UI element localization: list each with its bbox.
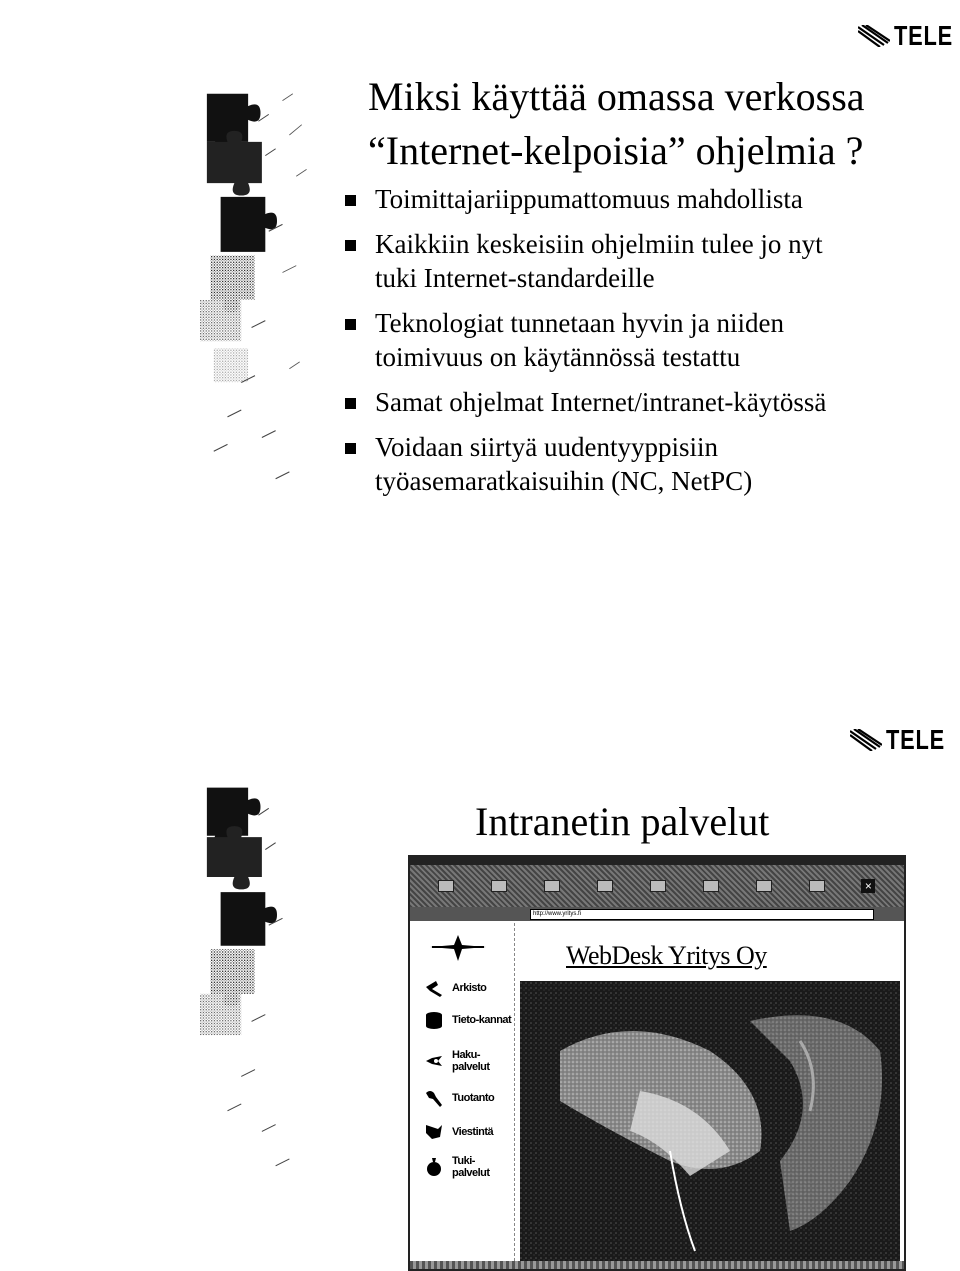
nav-item-viestinta[interactable] — [424, 1123, 493, 1141]
slide-title — [368, 70, 865, 178]
bullet-text: Teknologiat tunnetaan hyvin ja niiden — [375, 308, 785, 338]
side-nav — [410, 923, 515, 1261]
nav-item-arkisto[interactable] — [424, 979, 486, 997]
nav-item-label: Arkisto — [452, 982, 487, 994]
tele-logo-text: TELE — [886, 724, 945, 755]
support-icon — [424, 1158, 444, 1176]
toolbar-button[interactable] — [756, 880, 772, 892]
bullet-text: Toimittajariippumattomuus mahdollista — [375, 184, 803, 214]
nav-item-label: Tuki-palvelut — [452, 1155, 490, 1179]
toolbar-button[interactable] — [597, 880, 613, 892]
hero-photo — [520, 981, 900, 1261]
search-hand-icon — [424, 1052, 444, 1070]
browser-statusbar — [410, 1261, 904, 1269]
bullet-item — [345, 306, 826, 374]
tele-swoosh-icon — [850, 729, 882, 751]
url-field[interactable]: http://www.yritys.fi — [530, 909, 874, 920]
bullet-text-cont: toimivuus on käytännössä testattu — [375, 342, 741, 372]
bullet-item — [345, 430, 826, 498]
slide-title-line2: “Internet-kelpoisia” ohjelmia ? — [368, 128, 864, 173]
company-heading: WebDesk Yritys Oy — [566, 941, 767, 970]
toolbar-button[interactable] — [703, 880, 719, 892]
toolbar-button[interactable] — [491, 880, 507, 892]
toolbar-button[interactable] — [650, 880, 666, 892]
browser-toolbar — [410, 865, 904, 907]
toolbar-button[interactable] — [438, 880, 454, 892]
bullet-text-cont: työasemaratkaisuihin (NC, NetPC) — [375, 466, 753, 496]
bullet-text: Voidaan siirtyä uudentyyppisiin — [375, 432, 718, 462]
tele-logo-text: TELE — [894, 20, 953, 51]
message-icon — [424, 1123, 444, 1141]
slide-title-line1: Miksi käyttää omassa verkossa — [368, 74, 865, 119]
toolbar-button[interactable] — [809, 880, 825, 892]
slide-intranet-services — [0, 690, 960, 1271]
browser-titlebar — [410, 857, 904, 865]
content-area — [520, 923, 898, 1261]
browser-urlbar — [410, 907, 904, 921]
nav-item-tuotanto[interactable] — [424, 1089, 494, 1107]
bullet-text: Samat ohjelmat Internet/intranet-käytössä — [375, 387, 827, 417]
tele-logo — [858, 20, 960, 52]
browser-window-screenshot — [408, 855, 906, 1271]
slide-why-internet-programs — [0, 0, 960, 600]
bullet-text: Kaikkiin keskeisiin ohjelmiin tulee jo nyt — [375, 229, 823, 259]
nav-item-label: Tuotanto — [452, 1092, 495, 1104]
bullet-text-cont: tuki Internet-standardeille — [375, 263, 655, 293]
nav-item-tukipalvelut[interactable] — [424, 1155, 512, 1179]
tele-logo — [850, 724, 960, 756]
close-icon[interactable]: × — [861, 879, 875, 893]
nav-item-label: Viestintä — [452, 1126, 494, 1138]
bullet-item — [345, 227, 826, 295]
tools-icon — [424, 1089, 444, 1107]
webdesk-logo-icon — [428, 933, 488, 963]
nav-item-tietokannat[interactable] — [424, 1011, 511, 1029]
puzzle-pieces-decoration — [200, 690, 310, 1271]
nav-item-label: Tieto-kannat — [452, 1014, 512, 1026]
axe-icon — [424, 979, 444, 997]
toolbar-button[interactable] — [544, 880, 560, 892]
nav-item-hakupalvelut[interactable] — [424, 1049, 512, 1073]
nav-item-label: Haku-palvelut — [452, 1049, 490, 1073]
bullet-list — [345, 182, 826, 509]
tele-swoosh-icon — [858, 25, 890, 47]
bullet-item — [345, 182, 826, 216]
slide-title: Intranetin palvelut — [475, 799, 770, 844]
bullet-item — [345, 385, 826, 419]
database-icon — [424, 1011, 444, 1029]
browser-page — [410, 923, 904, 1261]
puzzle-pieces-decoration — [200, 0, 310, 600]
